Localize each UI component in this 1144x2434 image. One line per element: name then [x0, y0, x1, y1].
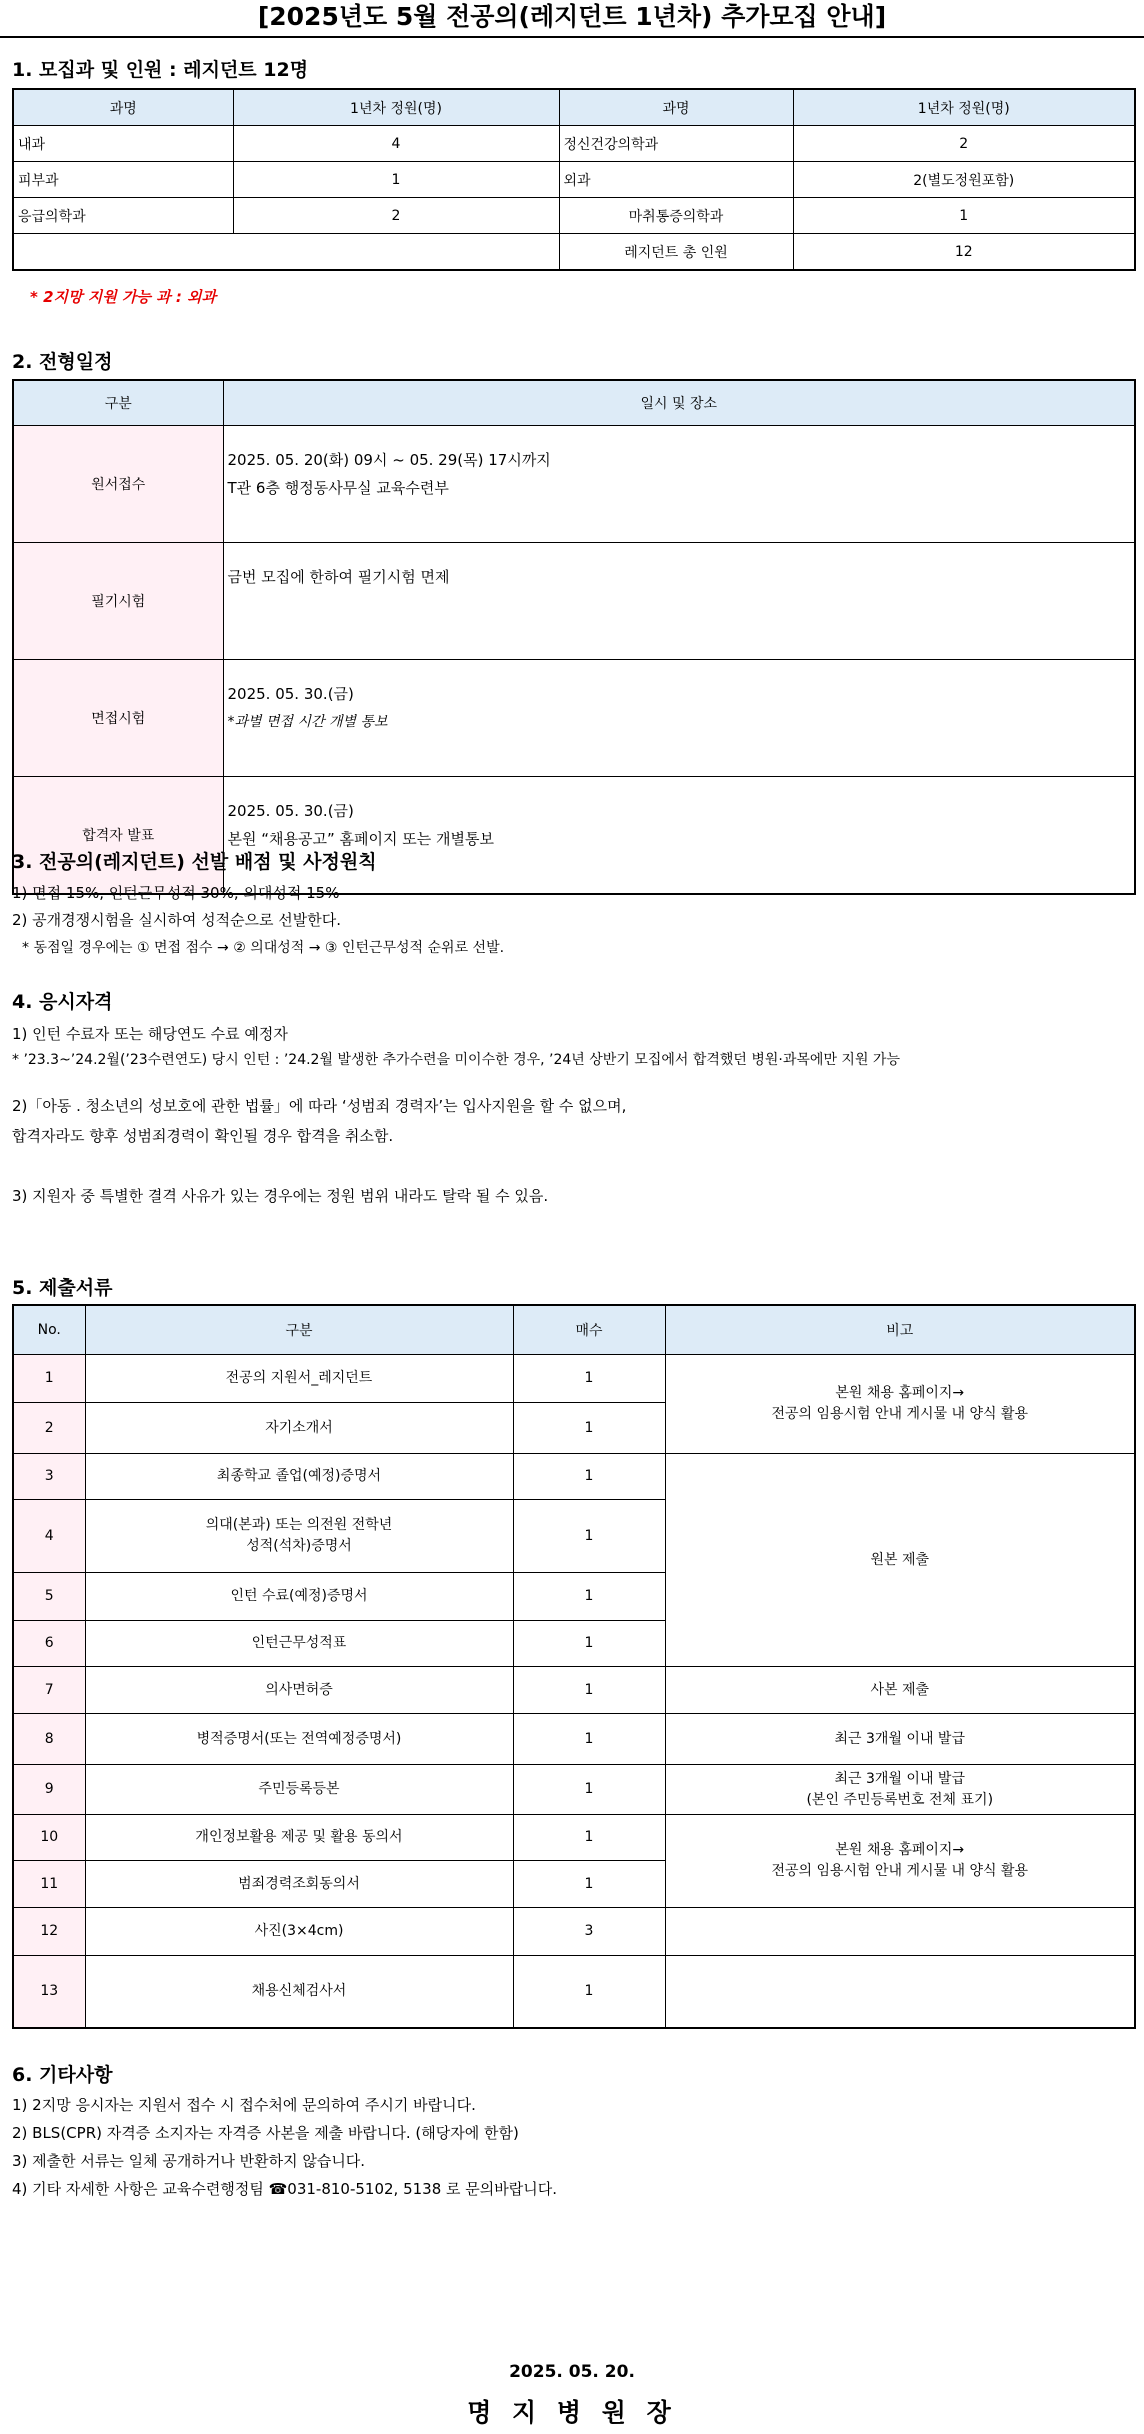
- selection-rule: * 동점일 경우에는 ① 면접 점수 → ② 의대성적 → ③ 인턴근무성적 순위로 선발.: [22, 940, 505, 956]
- dept-name: 외과: [559, 162, 793, 198]
- schedule-table: [12, 379, 1136, 895]
- doc-name: 자기소개서: [85, 1403, 513, 1454]
- header-datetime: 일시 및 장소: [223, 380, 1135, 426]
- header-dept-2: 과명: [559, 89, 793, 126]
- table-row: [13, 162, 1135, 198]
- doc-remark-empty: [665, 1956, 1135, 2028]
- eligibility-line: 3) 지원자 중 특별한 결격 사유가 있는 경우에는 정원 범위 내라도 탈락 될 수 있음.: [12, 1187, 549, 1205]
- doc-count: 1: [513, 1714, 665, 1765]
- section-2-heading: 2. 전형일정: [12, 351, 113, 373]
- dept-quota: 4: [233, 126, 559, 162]
- table-row: [13, 1956, 1135, 2028]
- total-row: [13, 234, 1135, 271]
- misc-line: 3) 제출한 서류는 일체 공개하거나 반환하지 않습니다.: [12, 2152, 366, 2170]
- doc-count: 1: [513, 1667, 665, 1714]
- table-row: [13, 1765, 1135, 1815]
- doc-name: 주민등록등본: [85, 1765, 513, 1815]
- dept-name: 마취통증의학과: [559, 198, 793, 234]
- eligibility-line: * ’23.3~’24.2월(’23수련연도) 당시 인턴 : ’24.2월 발생한 추가수련을 미이수한 경우, ’24년 상반기 모집에서 합격했던 병원·과목에만 지원 가능: [12, 1052, 900, 1068]
- header-category: 구분: [13, 380, 223, 426]
- schedule-label: 면접시험: [13, 660, 223, 777]
- section-5-heading: 5. 제출서류: [12, 1277, 113, 1299]
- table-row: [13, 198, 1135, 234]
- dept-quota: 2: [233, 198, 559, 234]
- schedule-line: T관 6층 행정동사무실 교육수련부: [227, 479, 449, 497]
- doc-no: 8: [13, 1714, 85, 1765]
- schedule-label: 합격자 발표: [13, 777, 223, 895]
- table-row: [13, 426, 1135, 543]
- header-remark: 비고: [665, 1305, 1135, 1355]
- doc-remark: 본원 채용 홈페이지→ 전공의 임용시험 안내 게시물 내 양식 활용: [665, 1355, 1135, 1454]
- doc-name: 인턴 수료(예정)증명서: [85, 1573, 513, 1621]
- table-row: [13, 126, 1135, 162]
- second-choice-note: * 2지망 지원 가능 과 : 외과: [30, 288, 217, 306]
- doc-name: 채용신체검사서: [85, 1956, 513, 2028]
- schedule-detail: [223, 660, 1135, 777]
- doc-no: 10: [13, 1815, 85, 1861]
- page-title: [2025년도 5월 전공의(레지던트 1년차) 추가모집 안내]: [0, 0, 1144, 38]
- header-count: 매수: [513, 1305, 665, 1355]
- section-4-heading: 4. 응시자격: [12, 991, 113, 1013]
- documents-table: [12, 1304, 1136, 2029]
- issuer-name: 명 지 병 원 장: [467, 2398, 677, 2427]
- header-quota-1: 1년차 정원(명): [233, 89, 559, 126]
- dept-name: 내과: [13, 126, 233, 162]
- doc-count: 1: [513, 1621, 665, 1667]
- doc-no: 3: [13, 1454, 85, 1500]
- header-quota-2: 1년차 정원(명): [793, 89, 1135, 126]
- header-no: No.: [13, 1305, 85, 1355]
- schedule-detail: [223, 777, 1135, 895]
- header-document: 구분: [85, 1305, 513, 1355]
- table-row: [13, 1815, 1135, 1861]
- schedule-line: 2025. 05. 30.(금): [227, 685, 354, 703]
- doc-count: 1: [513, 1815, 665, 1861]
- header-dept-1: 과명: [13, 89, 233, 126]
- doc-name: 전공의 지원서_레지던트: [85, 1355, 513, 1403]
- doc-count: 1: [513, 1454, 665, 1500]
- quota-header-row: [13, 89, 1135, 126]
- schedule-label: 원서접수: [13, 426, 223, 543]
- doc-no: 12: [13, 1908, 85, 1956]
- doc-name: 의대(본과) 또는 의전원 전학년 성적(석차)증명서: [85, 1500, 513, 1573]
- doc-no: 9: [13, 1765, 85, 1815]
- doc-count: 1: [513, 1355, 665, 1403]
- documents-header-row: [13, 1305, 1135, 1355]
- eligibility-line: 2)「아동 . 청소년의 성보호에 관한 법률」에 따라 ‘성범죄 경력자’는 입사지원을 할 수 없으며,: [12, 1097, 627, 1115]
- table-row: [13, 1714, 1135, 1765]
- doc-no: 13: [13, 1956, 85, 2028]
- doc-no: 6: [13, 1621, 85, 1667]
- dept-quota: 1: [233, 162, 559, 198]
- eligibility-line: 1) 인턴 수료자 또는 해당연도 수료 예정자: [12, 1025, 288, 1043]
- doc-remark: 최근 3개월 이내 발급 (본인 주민등록번호 전체 표기): [665, 1765, 1135, 1815]
- selection-rule: 2) 공개경쟁시험을 실시하여 성적순으로 선발한다.: [12, 911, 342, 929]
- table-row: [13, 1355, 1135, 1403]
- total-label: 레지던트 총 인원: [559, 234, 793, 271]
- schedule-line: 2025. 05. 20(화) 09시 ~ 05. 29(목) 17시까지: [227, 451, 551, 469]
- doc-no: 1: [13, 1355, 85, 1403]
- doc-no: 2: [13, 1403, 85, 1454]
- doc-name: 개인정보활용 제공 및 활용 동의서: [85, 1815, 513, 1861]
- dept-name: 정신건강의학과: [559, 126, 793, 162]
- misc-line: 1) 2지망 응시자는 지원서 접수 시 접수처에 문의하여 주시기 바랍니다.: [12, 2096, 476, 2114]
- doc-name: 범죄경력조회동의서: [85, 1861, 513, 1908]
- misc-line: 4) 기타 자세한 사항은 교육수련행정팀 ☎031-810-5102, 5138 로 문의바랍니다.: [12, 2180, 557, 2198]
- schedule-line: 금번 모집에 한하여 필기시험 면제: [227, 568, 450, 586]
- schedule-header-row: [13, 380, 1135, 426]
- table-row: [13, 543, 1135, 660]
- doc-remark-empty: [665, 1908, 1135, 1956]
- table-row: [13, 1454, 1135, 1500]
- table-row: [13, 777, 1135, 895]
- doc-remark: 원본 제출: [665, 1454, 1135, 1667]
- doc-count: 1: [513, 1765, 665, 1815]
- doc-name: 사진(3×4cm): [85, 1908, 513, 1956]
- misc-line: 2) BLS(CPR) 자격증 소지자는 자격증 사본을 제출 바랍니다. (해당자에 한함): [12, 2124, 519, 2142]
- doc-name: 병적증명서(또는 전역예정증명서): [85, 1714, 513, 1765]
- table-row: [13, 1667, 1135, 1714]
- section-1-heading: 1. 모집과 및 인원 : 레지던트 12명: [12, 59, 309, 81]
- total-value: 12: [793, 234, 1135, 271]
- doc-count: 1: [513, 1573, 665, 1621]
- notice-date: 2025. 05. 20.: [509, 2362, 635, 2382]
- eligibility-line: 합격자라도 향후 성범죄경력이 확인될 경우 합격을 취소함.: [12, 1127, 394, 1145]
- schedule-line: 2025. 05. 30.(금): [227, 802, 354, 820]
- dept-quota: 2(별도정원포함): [793, 162, 1135, 198]
- doc-remark: 최근 3개월 이내 발급: [665, 1714, 1135, 1765]
- doc-no: 7: [13, 1667, 85, 1714]
- schedule-label: 필기시험: [13, 543, 223, 660]
- section-3-heading: 3. 전공의(레지던트) 선발 배점 및 사정원칙: [12, 851, 377, 873]
- empty-cell: [13, 234, 559, 271]
- doc-count: 1: [513, 1500, 665, 1573]
- doc-remark: 사본 제출: [665, 1667, 1135, 1714]
- doc-name: 최종학교 졸업(예정)증명서: [85, 1454, 513, 1500]
- doc-count: 1: [513, 1403, 665, 1454]
- doc-name: 인턴근무성적표: [85, 1621, 513, 1667]
- table-row: [13, 1908, 1135, 1956]
- dept-name: 피부과: [13, 162, 233, 198]
- dept-name: 응급의학과: [13, 198, 233, 234]
- doc-no: 5: [13, 1573, 85, 1621]
- doc-count: 1: [513, 1956, 665, 2028]
- doc-count: 3: [513, 1908, 665, 1956]
- dept-quota: 1: [793, 198, 1135, 234]
- schedule-line: 본원 “채용공고” 홈페이지 또는 개별통보: [227, 830, 494, 848]
- doc-name: 의사면허증: [85, 1667, 513, 1714]
- table-row: [13, 660, 1135, 777]
- dept-quota: 2: [793, 126, 1135, 162]
- section-6-heading: 6. 기타사항: [12, 2064, 113, 2086]
- quota-table: [12, 88, 1136, 271]
- schedule-line: *과별 면접 시간 개별 통보: [227, 714, 388, 730]
- doc-no: 4: [13, 1500, 85, 1573]
- doc-remark: 본원 채용 홈페이지→ 전공의 임용시험 안내 게시물 내 양식 활용: [665, 1815, 1135, 1908]
- schedule-detail: [223, 543, 1135, 660]
- schedule-detail: [223, 426, 1135, 543]
- selection-rule: 1) 면접 15%, 인턴근무성적 30%, 의대성적 15%: [12, 884, 340, 902]
- doc-no: 11: [13, 1861, 85, 1908]
- doc-count: 1: [513, 1861, 665, 1908]
